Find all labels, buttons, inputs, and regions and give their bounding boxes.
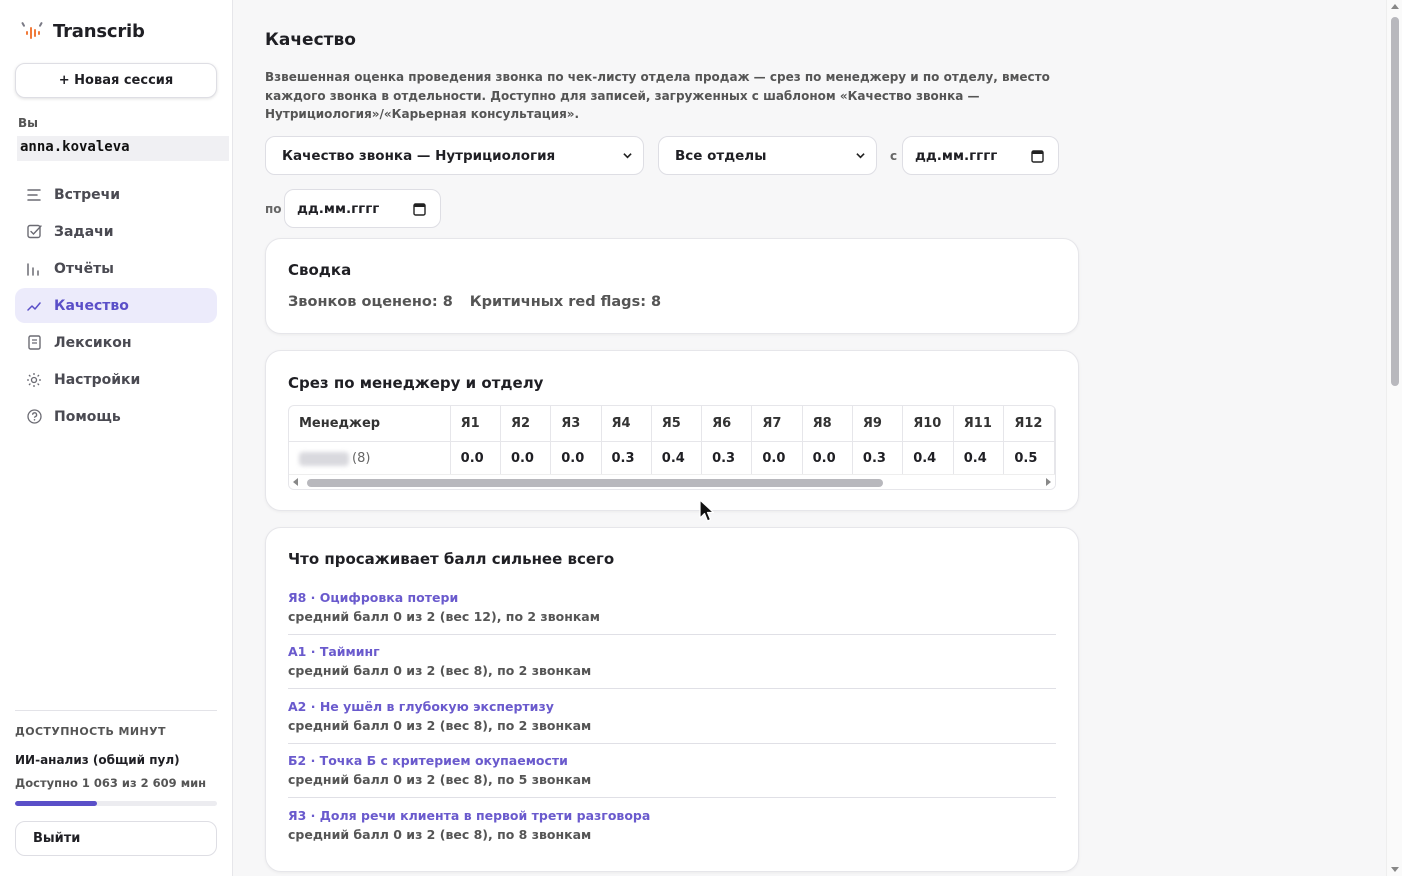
new-session-button[interactable]: + Новая сессия [15, 63, 217, 98]
summary-card [265, 238, 1079, 334]
issue-detail: средний балл 0 из 2 (вес 12), по 2 звонкам [288, 609, 600, 624]
you-label: Вы [18, 116, 38, 130]
sidebar-item-settings[interactable] [15, 362, 217, 397]
scroll-down-icon[interactable] [1391, 867, 1399, 872]
sidebar-item-tasks[interactable] [15, 214, 217, 249]
score-cell: 0.0 [551, 441, 601, 476]
table-row [289, 441, 1055, 476]
col-ya10[interactable]: Я10 [903, 406, 954, 441]
trend-icon [26, 298, 42, 314]
page-vertical-scrollbar[interactable] [1386, 0, 1402, 876]
scroll-right-icon[interactable] [1046, 478, 1051, 486]
issue-link[interactable]: Б2 · Точка Б с критерием окупаемости [288, 753, 568, 768]
username: anna.kovaleva [17, 136, 229, 161]
col-ya9[interactable]: Я9 [852, 406, 902, 441]
sidebar-item-label: Помощь [54, 408, 121, 425]
app-name: Transcrib [53, 21, 145, 42]
app-logo[interactable] [20, 19, 145, 44]
waveform-logo-icon [20, 19, 45, 44]
date-to-input[interactable] [284, 189, 441, 228]
department-select[interactable] [658, 136, 877, 175]
date-from-placeholder: дд.мм.гггг [915, 147, 998, 164]
sidebar-item-label: Лексикон [54, 334, 132, 351]
issue-detail: средний балл 0 из 2 (вес 8), по 2 звонкам [288, 718, 592, 733]
department-select-value: Все отделы [675, 147, 767, 164]
calendar-icon[interactable] [1031, 149, 1044, 163]
gear-icon [26, 372, 42, 388]
col-ya2[interactable]: Я2 [500, 406, 550, 441]
score-cell: 0.3 [702, 441, 752, 476]
logout-button[interactable]: Выйти [15, 821, 217, 856]
issue-link[interactable]: А1 · Тайминг [288, 644, 380, 659]
chevron-down-icon [856, 151, 865, 160]
help-icon [26, 409, 42, 425]
page-description: Взвешенная оценка проведения звонка по чек-листу отдела продаж — срез по менеджеру и по отделу, вместо каждого звонка в отдельности. Доступно для записей, загруженных с шаблоном «Качество звонка — Нутрициология»/«Карьерная консультация». [265, 70, 1050, 121]
sidebar-item-lexicon[interactable] [15, 325, 217, 360]
score-cell: 0.0 [500, 441, 550, 476]
sidebar-item-help[interactable] [15, 399, 217, 434]
list-item [288, 808, 1056, 853]
pool-label: ИИ-анализ (общий пул) [15, 753, 180, 767]
date-to-placeholder: дд.мм.гггг [297, 200, 380, 217]
date-from-input[interactable] [902, 136, 1059, 175]
col-ya5[interactable]: Я5 [651, 406, 701, 441]
col-ya7[interactable]: Я7 [752, 406, 802, 441]
manager-cell [289, 441, 450, 476]
minutes-title: ДОСТУПНОСТЬ МИНУТ [15, 725, 166, 738]
date-from-label: с [890, 149, 898, 163]
chevron-down-icon [623, 151, 632, 160]
manager-call-count: (8) [352, 451, 371, 467]
losses-title: Что просаживает балл сильнее всего [288, 550, 615, 568]
calendar-icon[interactable] [413, 202, 426, 216]
score-cell: 0.5 [1004, 441, 1055, 476]
issue-link[interactable]: Я3 · Доля речи клиента в первой трети разговора [288, 808, 651, 823]
minutes-progress-bar [15, 801, 217, 806]
score-cell: 0.0 [450, 441, 500, 476]
score-cell: 0.0 [752, 441, 802, 476]
losses-card [265, 527, 1079, 872]
col-ya12[interactable]: Я12 [1004, 406, 1055, 441]
sidebar-item-label: Встречи [54, 186, 121, 203]
score-cell: 0.0 [802, 441, 852, 476]
list-icon [26, 187, 42, 203]
issue-link[interactable]: Я8 · Оцифровка потери [288, 590, 459, 605]
score-cell: 0.3 [852, 441, 902, 476]
scrollbar-thumb[interactable] [1391, 17, 1399, 386]
summary-title: Сводка [288, 261, 352, 279]
col-ya8[interactable]: Я8 [802, 406, 852, 441]
issue-detail: средний балл 0 из 2 (вес 8), по 8 звонкам [288, 827, 592, 842]
sidebar-item-label: Задачи [54, 223, 114, 240]
col-ya6[interactable]: Я6 [702, 406, 752, 441]
table-horizontal-scrollbar[interactable] [289, 474, 1055, 489]
sidebar-nav [15, 177, 217, 436]
sidebar-item-label: Отчёты [54, 260, 114, 277]
summary-stats [288, 294, 661, 310]
sidebar-item-quality[interactable] [15, 288, 217, 323]
red-flags-count: Критичных red flags: 8 [469, 294, 662, 310]
list-item [288, 590, 1056, 635]
scrollbar-thumb[interactable] [307, 479, 883, 487]
date-to-label: по [265, 202, 282, 216]
col-ya11[interactable]: Я11 [953, 406, 1004, 441]
sidebar-divider [15, 710, 217, 711]
score-cell: 0.4 [651, 441, 701, 476]
minutes-progress-fill [15, 801, 97, 806]
checkbox-icon [26, 224, 42, 240]
slice-table [289, 406, 1055, 476]
issue-detail: средний балл 0 из 2 (вес 8), по 2 звонкам [288, 663, 592, 678]
col-ya3[interactable]: Я3 [551, 406, 601, 441]
score-cell: 0.4 [903, 441, 954, 476]
slice-table-container[interactable] [288, 405, 1056, 490]
calls-rated: Звонков оценено: 8 [288, 294, 453, 310]
score-cell: 0.3 [601, 441, 651, 476]
sidebar [0, 0, 233, 876]
mouse-cursor-icon [699, 499, 715, 523]
minutes-available-label: Доступно 1 063 из 2 609 мин [15, 776, 207, 790]
page-title: Качество [265, 30, 356, 50]
book-icon [26, 335, 42, 351]
issue-link[interactable]: А2 · Не ушёл в глубокую экспертизу [288, 699, 554, 714]
redacted-manager-name [299, 452, 349, 466]
template-select-value: Качество звонка — Нутрициология [282, 147, 556, 164]
col-manager[interactable]: Менеджер [289, 406, 450, 441]
scroll-left-icon[interactable] [293, 478, 298, 486]
template-select[interactable] [265, 136, 644, 175]
list-item [288, 753, 1056, 798]
main-content [233, 0, 1386, 876]
issue-detail: средний балл 0 из 2 (вес 8), по 5 звонкам [288, 772, 592, 787]
table-header-row [289, 406, 1055, 441]
slice-card [265, 350, 1079, 511]
scroll-up-icon[interactable] [1391, 4, 1399, 9]
sidebar-item-label: Настройки [54, 371, 141, 388]
list-item [288, 644, 1056, 689]
slice-title: Срез по менеджеру и отделу [288, 374, 544, 392]
col-ya1[interactable]: Я1 [450, 406, 500, 441]
sidebar-item-reports[interactable] [15, 251, 217, 286]
sidebar-item-meetings[interactable] [15, 177, 217, 212]
col-ya4[interactable]: Я4 [601, 406, 651, 441]
sidebar-item-label: Качество [54, 297, 129, 314]
score-cell: 0.4 [953, 441, 1004, 476]
bar-chart-icon [26, 261, 42, 277]
list-item [288, 699, 1056, 744]
